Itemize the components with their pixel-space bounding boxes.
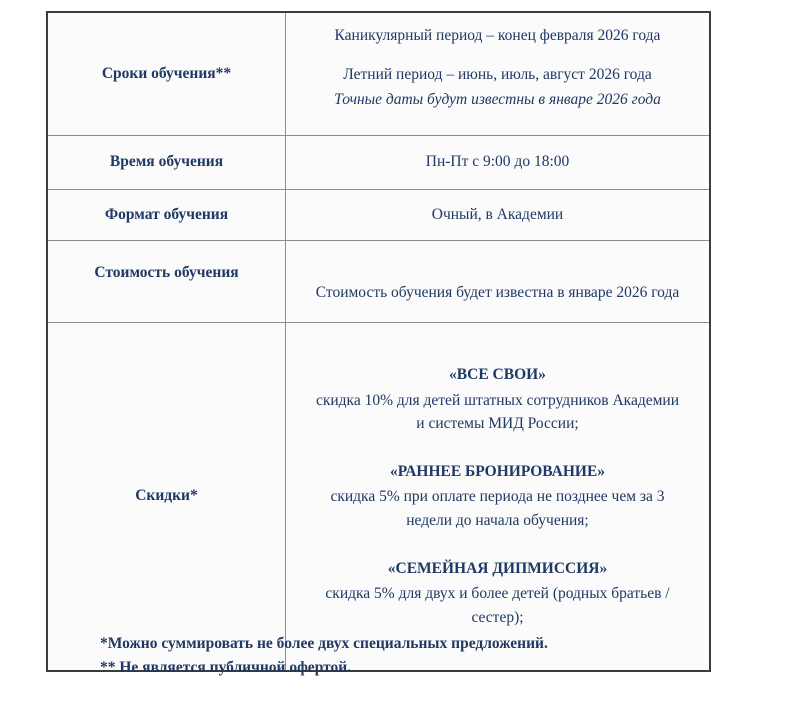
- discount-all-ours: [304, 364, 691, 435]
- course-conditions-table: [46, 11, 711, 672]
- table-row-time: [47, 136, 710, 190]
- row-label-format: Формат обучения: [47, 190, 286, 241]
- discount-all-ours-line-1: скидка 10% для детей штатных сотрудников Академии: [315, 391, 680, 409]
- table-row-discounts: [47, 323, 710, 672]
- discount-early-booking-title: «РАННЕЕ БРОНИРОВАНИЕ»: [389, 463, 606, 481]
- terms-exact-dates-note: Точные даты будут известны в январе 2026 года: [334, 90, 661, 108]
- discount-all-ours-title: «ВСЕ СВОИ»: [449, 366, 546, 384]
- row-label-time: Время обучения: [47, 136, 286, 190]
- footnotes-section: [100, 632, 720, 680]
- row-label-discounts: Скидки*: [47, 323, 286, 672]
- discount-family-mission-line-1: скидка 5% для двух и более детей (родных братьев /: [325, 585, 670, 603]
- discount-all-ours-line-2: и системы МИД России;: [416, 414, 579, 432]
- discount-early-booking-line-2: недели до начала обучения;: [406, 511, 589, 529]
- row-label-cost: Стоимость обучения: [47, 241, 286, 323]
- row-value-discounts: [286, 323, 711, 672]
- row-value-time: Пн-Пт с 9:00 до 18:00: [286, 136, 711, 190]
- terms-summer-period: Летний период – июнь, июль, август 2026 года: [343, 66, 652, 84]
- discount-early-booking: [304, 461, 691, 532]
- row-label-terms: Сроки обучения**: [47, 12, 286, 136]
- table-row-format: [47, 190, 710, 241]
- footnote-combine-offers: *Можно суммировать не более двух специальных предложений.: [100, 635, 548, 652]
- row-value-terms: [286, 12, 711, 136]
- row-value-cost: Стоимость обучения будет известна в январе 2026 года: [286, 241, 711, 323]
- discount-family-mission-title: «СЕМЕЙНАЯ ДИПМИССИЯ»: [387, 559, 608, 577]
- table-body: [47, 12, 710, 671]
- table-row-cost: [47, 241, 710, 323]
- terms-winter-period: Каникулярный период – конец февраля 2026 года: [334, 27, 661, 44]
- row-value-format: Очный, в Академии: [286, 190, 711, 241]
- footnote-not-public-offer: ** Не является публичной офертой.: [100, 659, 352, 677]
- discount-family-mission: [304, 558, 691, 629]
- table-row-terms: [47, 12, 710, 136]
- discount-family-mission-line-2: сестер);: [471, 608, 524, 626]
- discount-early-booking-line-1: скидка 5% при оплате периода не позднее чем за 3: [330, 488, 665, 506]
